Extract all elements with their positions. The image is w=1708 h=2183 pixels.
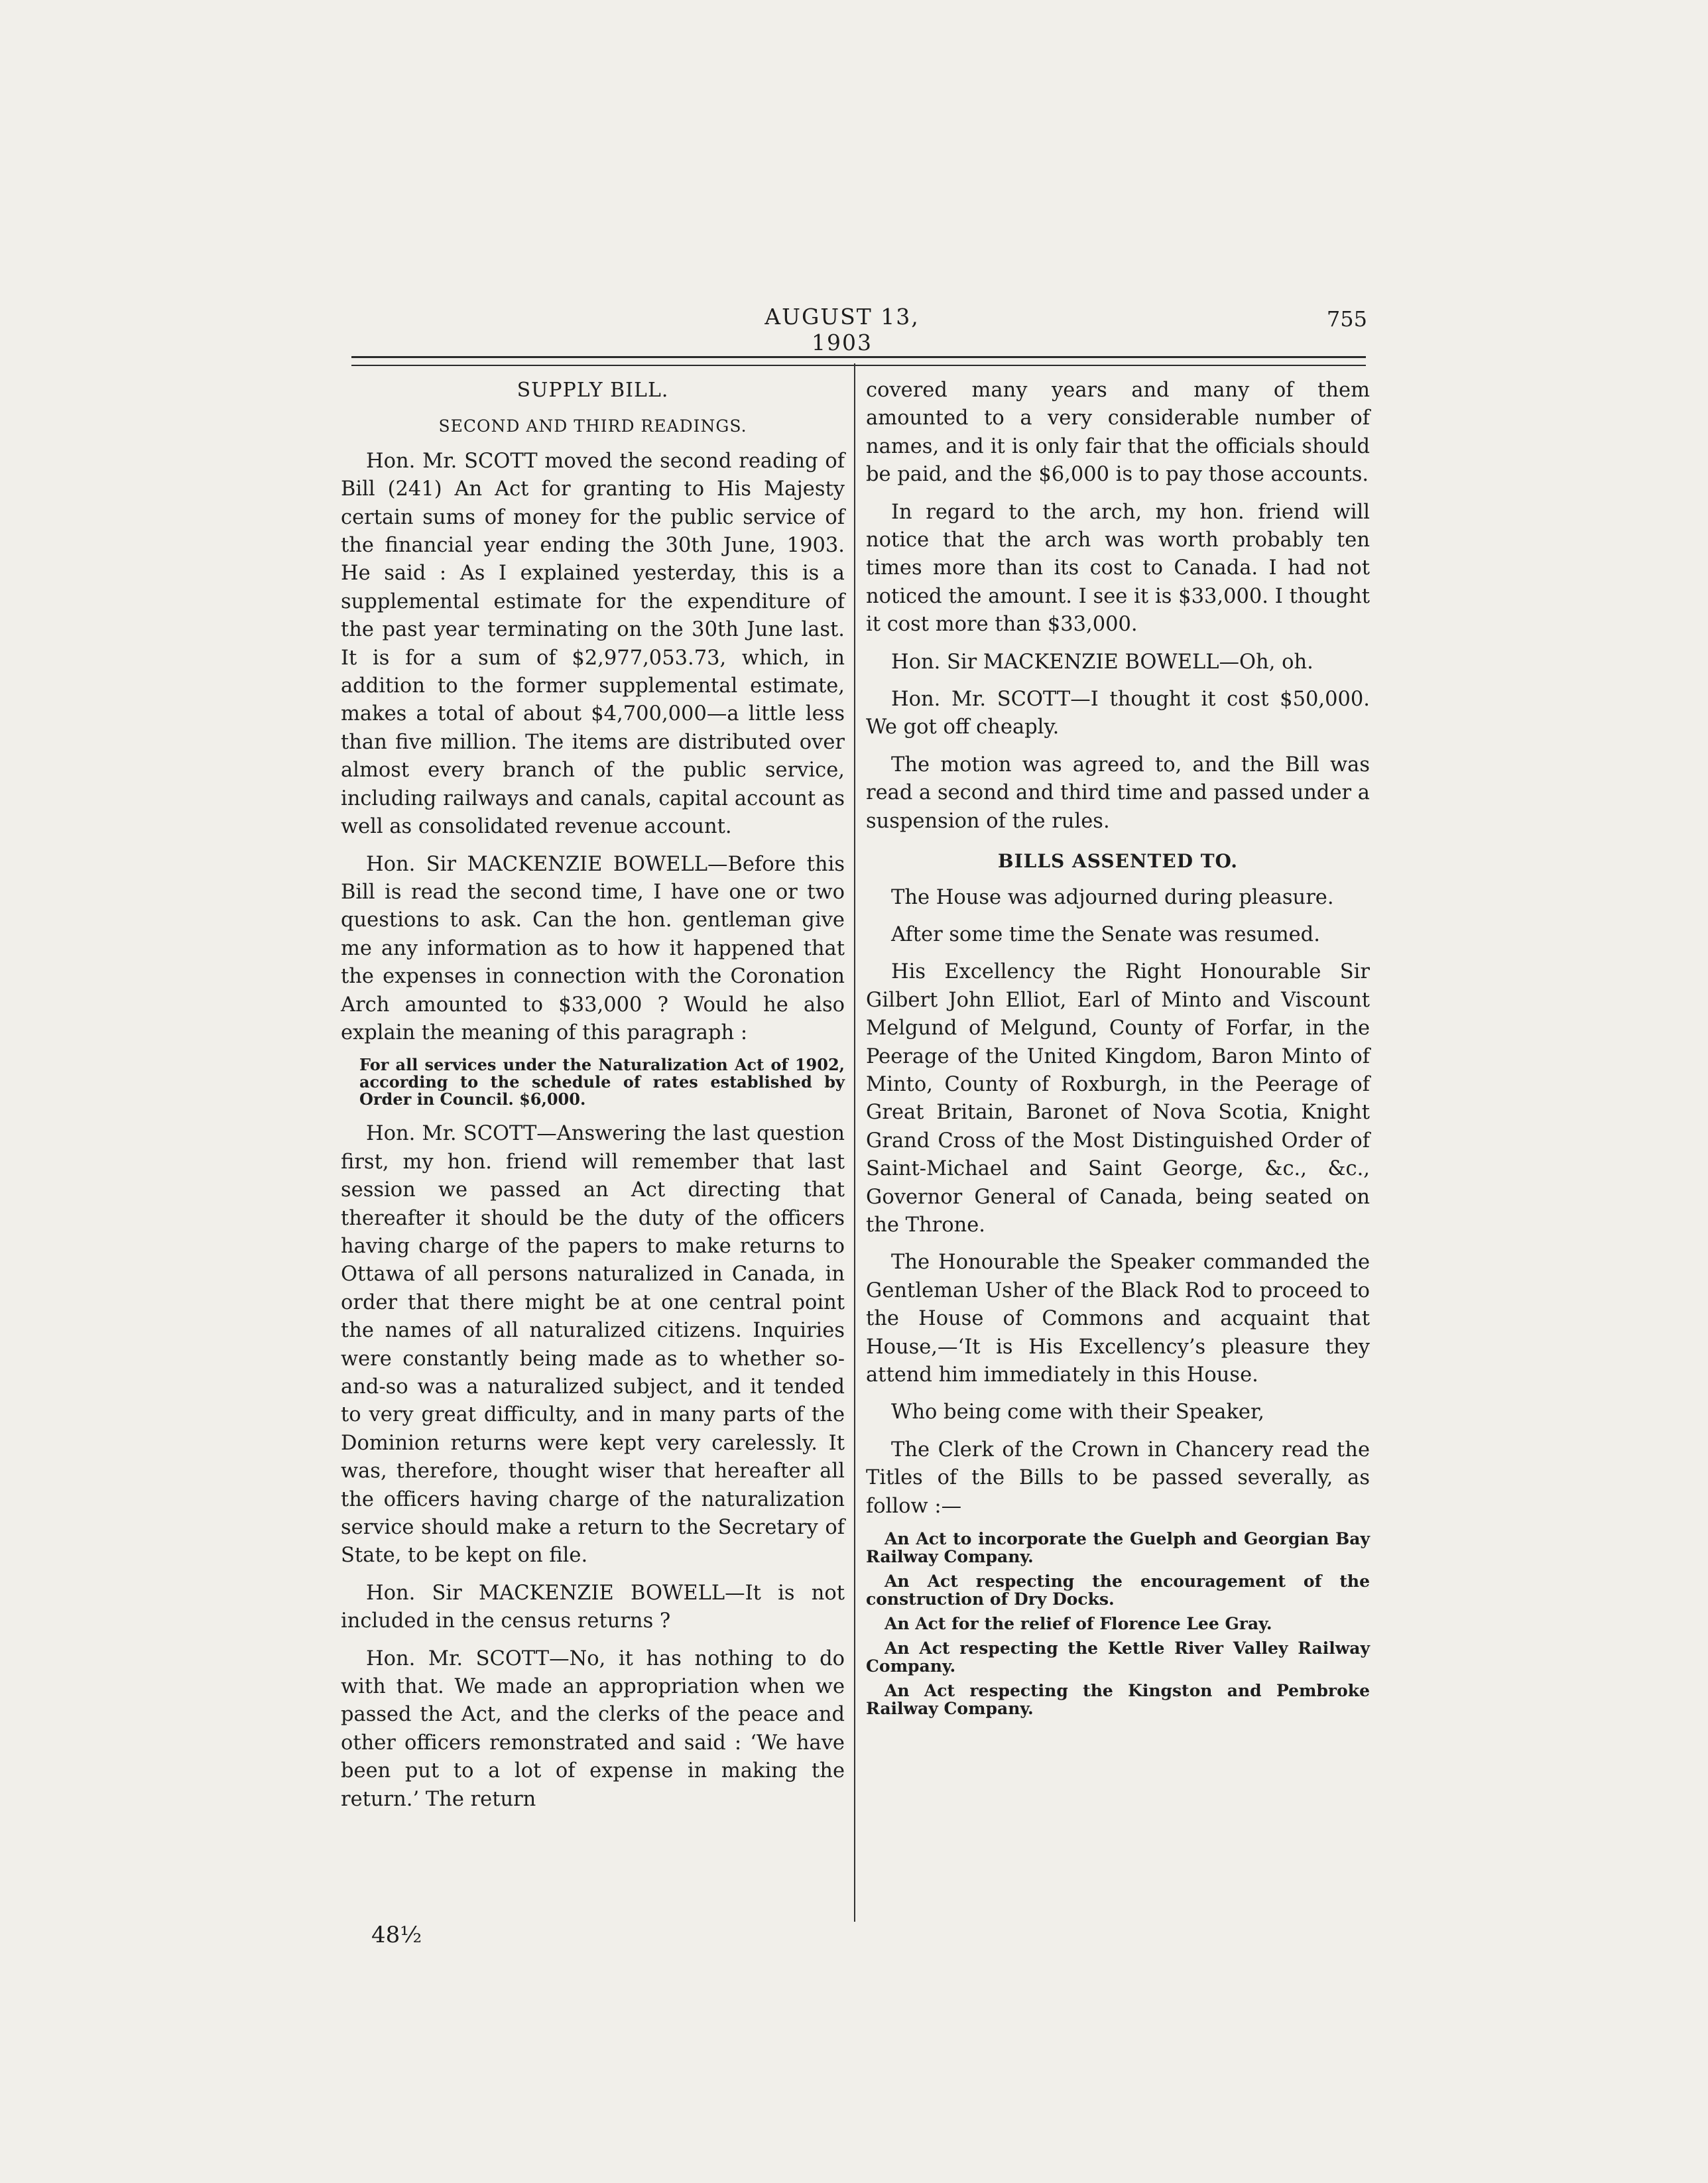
paragraph: Hon. Mr. SCOTT—No, it has nothing to do with that. We made an appropriation when we passed the Act, and the clerks of the peace and other officers remonstrated and said : ‘We have been put to a lot of expense in making the return.’ The return	[341, 1647, 845, 1811]
paragraph: Who being come with their Speaker,	[891, 1401, 1264, 1424]
paragraph: Hon. Sir MACKENZIE BOWELL—It is not included in the census returns ?	[341, 1581, 845, 1633]
paragraph: covered many years and many of them amounted to a very considerable number of names, and it is only fair that the officials should be paid, and the $6,000 is to pay those accounts.	[866, 379, 1370, 487]
paragraph: The Honourable the Speaker commanded the Gentleman Usher of the Black Rod to proceed to the House of Commons and acquaint that House,—‘It is His Excellency’s pleasure they attend him immediately in this House.	[866, 1251, 1370, 1387]
bill-title: An Act respecting the encouragement of the construction of Dry Docks.	[866, 1572, 1370, 1609]
paragraph: The Clerk of the Crown in Chancery read the Titles of the Bills to be passed severally, as follow :—	[866, 1438, 1370, 1518]
left-column	[341, 377, 845, 1823]
paragraph: Hon. Mr. SCOTT—Answering the last question first, my hon. friend will remember that last session we passed an Act directing that thereafter it should be the duty of the officers having charge of the papers to make returns to Ottawa of all persons naturalized in Canada, in order that there might be at one central point the names of all naturalized citizens. Inquiries were constantly being made as to whether so-and-so was a naturalized subject, and it tended to very great difficulty, and in many parts of the Dominion returns were kept very carelessly. It was, therefore, thought wiser that hereafter all the officers having charge of the naturalization service should make a return to the Secretary of State, to be kept on file.	[341, 1122, 845, 1568]
paragraph: In regard to the arch, my hon. friend will notice that the arch was worth probably ten times more than its cost to Canada. I had not noticed the amount. I see it is $33,000. I thought it cost more than $33,000.	[866, 500, 1370, 637]
page-header	[345, 304, 1374, 355]
column-divider	[854, 363, 855, 1922]
bill-title: An Act for the relief of Florence Lee Gray.	[884, 1614, 1272, 1634]
paragraph: Hon. Mr. SCOTT—I thought it cost $50,000. We got off cheaply.	[866, 688, 1370, 739]
signature-mark: 48½	[371, 1922, 422, 1948]
paragraph: The House was adjourned during pleasure.	[891, 885, 1334, 909]
section-heading-bills-assented: BILLS ASSENTED TO.	[997, 850, 1239, 873]
bill-title: An Act respecting the Kettle River Valley Railway Company.	[866, 1639, 1370, 1676]
bill-title: An Act respecting the Kingston and Pembroke Railway Company.	[866, 1681, 1370, 1719]
right-column	[866, 377, 1370, 1724]
page-date: AUGUST 13, 1903	[764, 304, 920, 355]
header-rule	[351, 356, 1366, 366]
section-subheading: SECOND AND THIRD READINGS.	[438, 416, 747, 436]
paragraph: Hon. Mr. SCOTT moved the second reading of Bill (241) An Act for granting to His Majesty certain sums of money for the public service of the financial year ending the 30th June, 1903. He said : As I explained yesterday, this is a supplemental estimate for the expenditure of the past year terminating on the 30th June last. It is for a sum of $2,977,053.73, which, in addition to the former supplemental estimate, makes a total of about $4,700,000—a little less than five million. The items are distributed over almost every branch of the public service, including railways and canals, capital account as well as consolidated revenue account.	[341, 449, 845, 839]
quoted-paragraph: For all services under the Naturalization Act of 1902, according to the schedule of rates established by Order in Council. $6,000.	[359, 1055, 845, 1109]
paragraph: His Excellency the Right Honourable Sir Gilbert John Elliot, Earl of Minto and Viscount Melgund of Melgund, County of Forfar, in the Peerage of the United Kingdom, Baron Minto of Minto, County of Roxburgh, in the Peerage of Great Britain, Baronet of Nova Scotia, Knight Grand Cross of the Most Distinguished Order of Saint-Michael and Saint George, &c., &c., Governor General of Canada, being seated on the Throne.	[866, 960, 1370, 1237]
paragraph: After some time the Senate was resumed.	[891, 922, 1320, 946]
section-heading-supply-bill: SUPPLY BILL.	[517, 379, 669, 402]
page-number: 755	[1326, 306, 1367, 332]
bill-title: An Act to incorporate the Guelph and Georgian Bay Railway Company.	[866, 1529, 1370, 1567]
paragraph: The motion was agreed to, and the Bill was read a second and third time and passed under a suspension of the rules.	[866, 753, 1370, 833]
paragraph: Hon. Sir MACKENZIE BOWELL—Before this Bill is read the second time, I have one or two questions to ask. Can the hon. gentleman give me any information as to how it happened that the expenses in connection with the Coronation Arch amounted to $33,000 ? Would he also explain the meaning of this paragraph :	[341, 852, 845, 1044]
paragraph: Hon. Sir MACKENZIE BOWELL—Oh, oh.	[891, 650, 1313, 674]
